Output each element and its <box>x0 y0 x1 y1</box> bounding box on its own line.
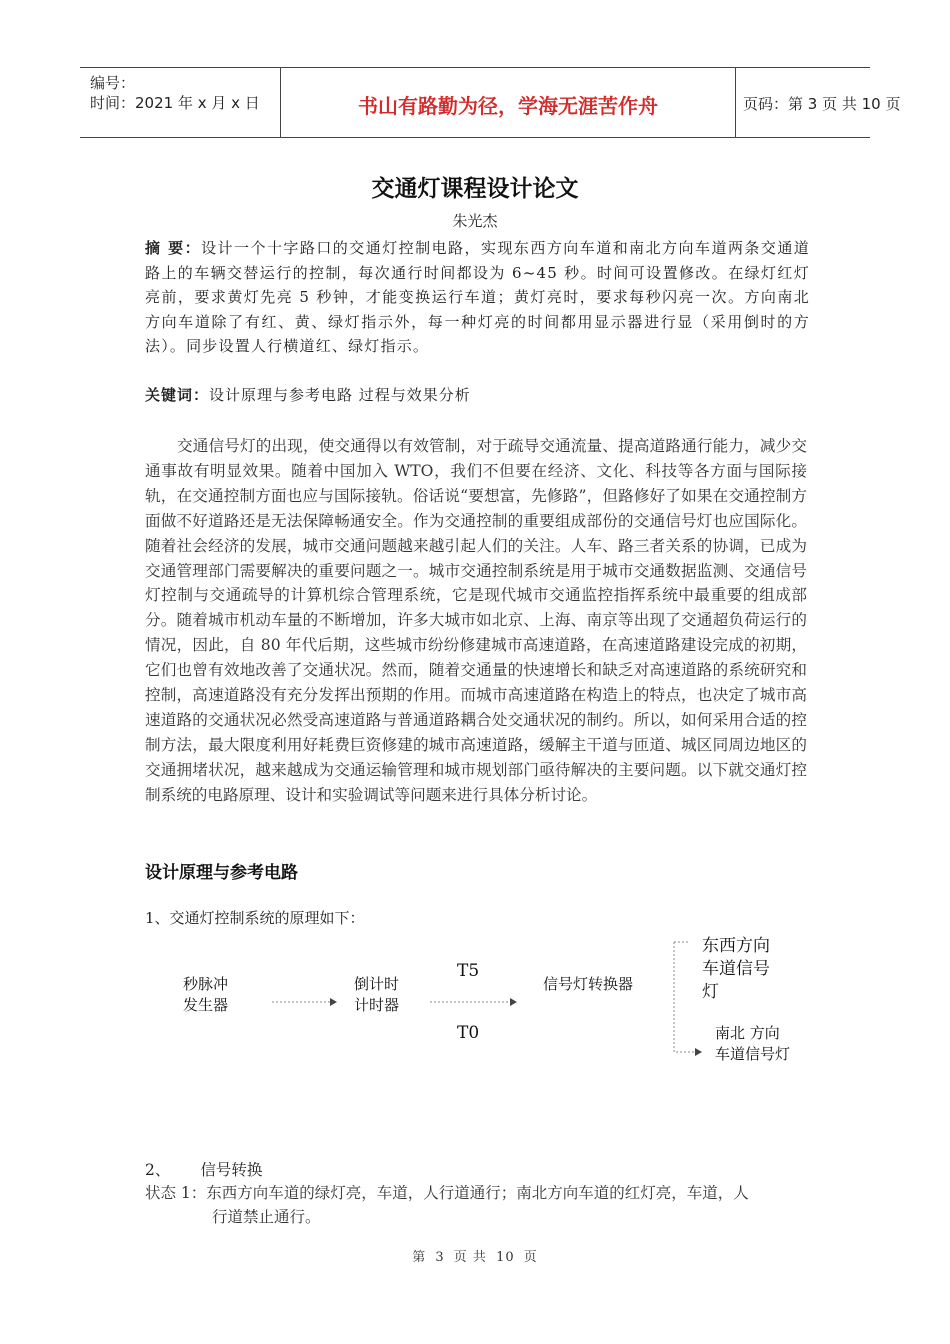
signal-converter-block: 信号灯转换器 <box>543 975 634 993</box>
t5-label: T5 <box>457 961 480 981</box>
footer-suffix: 页 <box>523 1250 538 1265</box>
block-diagram <box>140 935 840 1075</box>
countdown-timer-line2: 计时器 <box>354 996 400 1014</box>
footer-page-number: 3 <box>435 1250 445 1265</box>
east-west-line2: 车道信号 <box>702 959 770 979</box>
north-south-line2: 车道信号灯 <box>715 1045 791 1063</box>
state-1-text: 状态 1：东西方向车道的绿灯亮，车道，人行道通行；南北方向车道的红灯亮，车道，人 <box>145 1184 749 1202</box>
header-motto: 书山有路勤为径，学海无涯苦作舟 <box>358 94 658 118</box>
principle-item-2 <box>145 1158 262 1180</box>
header-left-cell <box>80 68 280 137</box>
arrowhead-converter <box>510 998 517 1006</box>
north-south-signal-block <box>715 1023 790 1065</box>
east-west-line3: 灯 <box>702 982 719 1002</box>
footer-total-pages: 10 <box>496 1250 515 1265</box>
state-1-continuation: 行道禁止通行。 <box>212 1208 321 1226</box>
page-footer <box>0 1246 950 1265</box>
item2-number: 2、 <box>145 1161 171 1179</box>
abstract-label: 摘 要： <box>145 239 202 257</box>
document-number-label: 编号： <box>90 74 136 92</box>
countdown-timer-block <box>354 974 399 1016</box>
abstract-paragraph <box>145 236 810 359</box>
arrowhead-ns <box>695 1048 702 1056</box>
pulse-generator-block <box>183 974 228 1016</box>
document-author: 朱光杰 <box>452 212 498 230</box>
keywords-text: 设计原理与参考电路 过程与效果分析 <box>209 386 471 404</box>
t0-label: T0 <box>457 1023 480 1043</box>
north-south-line1: 南北 方向 <box>715 1024 780 1042</box>
pulse-generator-line2: 发生器 <box>183 996 229 1014</box>
header-page-info: 页码：第 3 页 共 10 页 <box>743 95 901 113</box>
keywords-line <box>145 384 471 405</box>
pulse-generator-line1: 秒脉冲 <box>183 975 229 993</box>
keywords-label: 关键词： <box>145 386 210 404</box>
header-page-cell <box>735 68 901 137</box>
footer-mid: 页 共 <box>453 1250 487 1265</box>
footer-prefix: 第 <box>412 1250 427 1265</box>
document-header <box>80 67 901 138</box>
section-heading: 设计原理与参考电路 <box>145 863 298 883</box>
principle-item-1: 1、交通灯控制系统的原理如下： <box>145 909 365 927</box>
countdown-timer-line1: 倒计时 <box>354 975 400 993</box>
document-title: 交通灯课程设计论文 <box>371 176 579 202</box>
east-west-line1: 东西方向 <box>702 936 770 956</box>
header-motto-cell <box>280 68 736 137</box>
bracket-converter-outputs <box>674 942 695 1052</box>
item2-text: 信号转换 <box>200 1161 263 1179</box>
abstract-text: 设计一个十字路口的交通灯控制电路，实现东西方向车道和南北方向车道两条交通道路上的车辆交替运行的控制，每次通行时间都设为 6~45 秒。时间可设置修改。在绿灯红灯亮前，要求黄灯先亮 5 秒钟，才能变换运行车道；黄灯亮时，要求每秒闪亮一次。方向南北方向车道除了有红、黄、绿灯指示外，每一种灯亮的时间都用显示器进行显（采用倒时的方法）。同步设置人行横道红、绿灯指示。 <box>145 239 811 355</box>
state-1-paragraph <box>145 1181 815 1229</box>
east-west-signal-block <box>702 935 770 1004</box>
intro-paragraph: 交通信号灯的出现，使交通得以有效管制，对于疏导交通流量、提高道路通行能力，减少交通事故有明显效果。随着中国加入 WTO，我们不但要在经济、文化、科技等各方面与国际接轨，在交通控制方面也应与国际接轨。俗话说“要想富，先修路”，但路修好了如果在交通控制方面做不好道路还是无法保障畅通安全。作为交通控制的重要组成部份的交通信号灯也应国际化。随着社会经济的发展，城市交通问题越来越引起人们的关注。人车、路三者关系的协调，已成为交通管理部门需要解决的重要问题之一。城市交通控制系统是用于城市交通数据监测、交通信号灯控制与交通疏导的计算机综合管理系统，它是现代城市交通监控指挥系统中最重要的组成部分。随着城市机动车量的不断增加，许多大城市如北京、上海、南京等出现了交通超负荷运行的情况，因此，自 80 年代后期，这些城市纷纷修建城市高速道路，在高速道路建设完成的初期，它们也曾有效地改善了交通状况。然而，随着交通量的快速增长和缺乏对高速道路的系统研究和控制，高速道路没有充分发挥出预期的作用。而城市高速道路在构造上的特点，也决定了城市高速道路的交通状况必然受高速道路与普通道路耦合处交通状况的制约。所以，如何采用合适的控制方法，最大限度利用好耗费巨资修建的城市高速道路，缓解主干道与匝道、城区同周边地区的交通拥堵状况，越来越成为交通运输管理和城市规划部门亟待解决的主要问题。以下就交通灯控制系统的电路原理、设计和实验调试等问题来进行具体分析讨论。 <box>145 437 807 804</box>
document-time-label: 时间：2021 年 x 月 x 日 <box>90 94 260 112</box>
arrowhead-timer <box>330 998 337 1006</box>
